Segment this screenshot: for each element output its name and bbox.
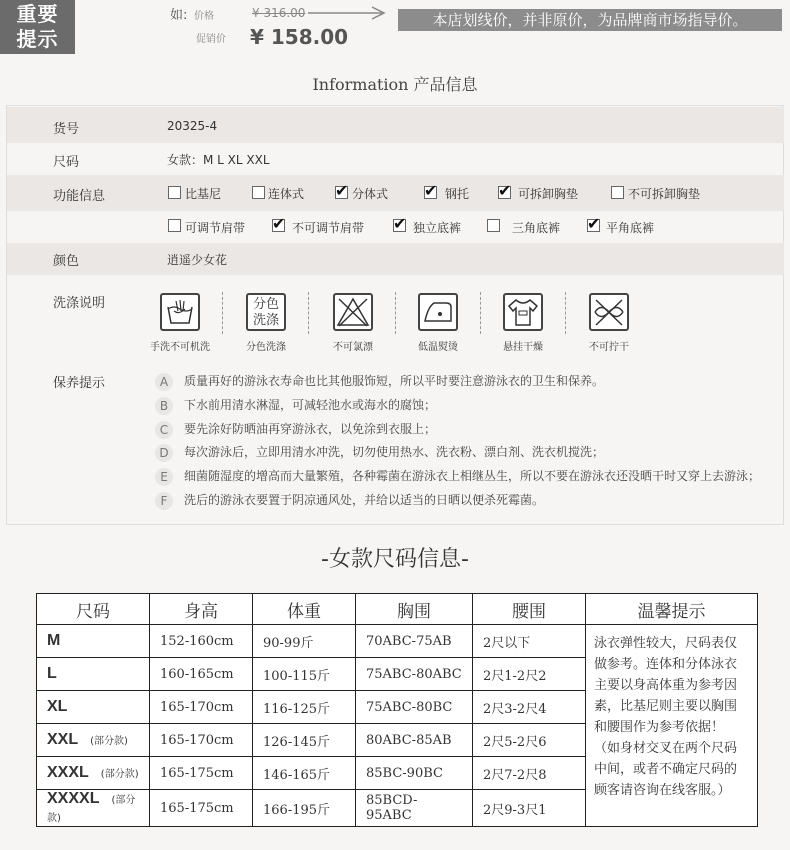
size-note: (部分款): [47, 795, 136, 824]
function-option-label: 独立底裤: [413, 221, 462, 235]
care-tips-label: 保养提示: [53, 376, 106, 391]
function-option-label: 连体式: [268, 187, 305, 201]
function-checkbox[interactable]: [587, 219, 600, 232]
weight-cell: 116-125斤: [253, 691, 356, 724]
bust-cell: 75ABC-80ABC: [356, 658, 473, 691]
sale-price: ¥ 158.00: [250, 25, 349, 49]
size-cell: [37, 757, 150, 790]
size-row: [7, 141, 784, 177]
hang-dry-icon: [503, 293, 543, 331]
care-tip-text: 每次游泳后，立即用清水冲洗，切勿使用热水、洗衣粉、漂白剂、洗衣机搅洗；: [184, 445, 605, 460]
function-checkbox[interactable]: [168, 219, 181, 232]
function-option-label: 平角底裤: [606, 221, 655, 235]
wash-icon-divider: [395, 292, 396, 334]
care-tip-text: 洗后的游泳衣要置于阴凉通风处，并给以适当的日晒以便杀死霉菌。: [184, 493, 545, 507]
important-notice-badge: [0, 0, 75, 54]
function-option-label: 分体式: [352, 187, 389, 201]
weight-cell: 146-165斤: [253, 757, 356, 790]
size-tip-cell: 泳衣弹性较大，尺码表仅做参考。连体和分体泳衣主要以身高体重为参考因素，比基尼则主要以胸围和腰围作为参考依据！（如身材交叉在两个尺码中间，或者不确定尺码的顾客请咨询在线客服。）: [586, 625, 758, 827]
color-row: [7, 243, 784, 275]
low-temp-iron-icon: [418, 293, 458, 331]
size-cell: [37, 724, 150, 757]
size-note: (部分款): [90, 736, 128, 747]
size-chart-table: [36, 593, 758, 827]
function-checkbox[interactable]: [611, 186, 624, 199]
function-checkbox[interactable]: [393, 219, 406, 232]
waist-cell: 2尺3-2尺4: [473, 691, 586, 724]
color-value: 逍遥少女花: [167, 253, 228, 267]
price-notice: 本店划线价，并非原价，为品牌商市场指导价。: [398, 9, 782, 31]
function-option-label: 可拆卸胸垫: [518, 187, 579, 201]
care-tip-letter: D: [155, 444, 173, 462]
function-checkbox[interactable]: [498, 186, 511, 199]
wash-icon-divider: [308, 292, 309, 334]
waist-cell: 2尺5-2尺6: [473, 724, 586, 757]
care-tip-letter: B: [155, 397, 173, 415]
wash-icon-divider: [222, 292, 223, 334]
size-name: L: [47, 665, 57, 682]
size-note: (部分款): [100, 769, 139, 780]
item-number-row: [7, 107, 784, 143]
ru-label: 如:: [170, 8, 188, 23]
height-cell: 160-165cm: [150, 658, 253, 691]
sale-price-label: 促销价: [196, 34, 226, 45]
section-title: Information 产品信息: [312, 75, 478, 94]
function-checkbox[interactable]: [168, 186, 181, 199]
price-label: 价格: [194, 11, 214, 22]
header-tip: 温馨提示: [586, 594, 758, 625]
size-chart-row: [37, 625, 758, 658]
size-name: XXL: [47, 731, 79, 748]
bust-cell: 85BCD-95ABC: [356, 790, 473, 827]
waist-cell: 2尺7-2尺8: [473, 757, 586, 790]
care-tip-text: 要先涂好防晒油再穿游泳衣，以免涂到衣服上；: [184, 421, 437, 436]
function-option-label: 不可调节肩带: [292, 221, 365, 235]
waist-cell: 2尺9-3尺1: [473, 790, 586, 827]
wash-icon-label: 手洗不可机洗: [150, 342, 210, 353]
size-name: XXXL: [47, 764, 89, 781]
size-label: 尺码: [53, 155, 80, 170]
weight-cell: 166-195斤: [253, 790, 356, 827]
badge-line-1: 重要: [16, 2, 59, 26]
function-checkbox[interactable]: [424, 186, 437, 199]
care-tip-text: 细菌随湿度的增高而大量繁殖，各种霉菌在游泳衣上相继丛生，所以不要在游泳衣还没晒干时又穿上去游泳；: [184, 469, 761, 484]
badge-line-2: 提示: [16, 27, 59, 51]
function-option-label: 可调节肩带: [185, 221, 246, 235]
size-name: XL: [47, 698, 68, 715]
function-checkbox[interactable]: [252, 186, 265, 199]
wash-icon-divider: [480, 292, 481, 334]
wash-icon-text: 洗涤: [252, 313, 279, 328]
function-checkbox[interactable]: [487, 219, 500, 232]
function-option-label: 钢托: [445, 187, 470, 201]
no-wring-icon: [589, 293, 629, 331]
size-cell: [37, 691, 150, 724]
wash-instructions-label: 洗涤说明: [53, 296, 106, 311]
wash-icon-label: 分色洗涤: [246, 342, 286, 353]
size-cell: [37, 625, 150, 658]
height-cell: 165-170cm: [150, 724, 253, 757]
header-waist: 腰围: [473, 594, 586, 625]
height-cell: 165-170cm: [150, 691, 253, 724]
function-option-label: 不可拆卸胸垫: [628, 187, 701, 201]
size-value: 女款：M L XL XXL: [167, 153, 270, 167]
waist-cell: 2尺1-2尺2: [473, 658, 586, 691]
size-name: XXXXL: [47, 790, 100, 807]
height-cell: 165-175cm: [150, 757, 253, 790]
bust-cell: 70ABC-75AB: [356, 625, 473, 658]
care-tip-letter: A: [155, 373, 173, 391]
function-label: 功能信息: [53, 189, 106, 204]
height-cell: 165-175cm: [150, 790, 253, 827]
height-cell: 152-160cm: [150, 625, 253, 658]
care-tip-text: 质量再好的游泳衣寿命也比其他服饰短，所以平时要注意游泳衣的卫生和保养。: [184, 374, 605, 388]
wash-icon-text: 分色: [252, 297, 279, 312]
size-cell: [37, 790, 150, 827]
arrow-right-icon: [308, 5, 388, 21]
no-bleach-icon: [333, 293, 373, 331]
care-tip-letter: F: [155, 492, 173, 510]
hand-wash-icon: [160, 293, 200, 331]
wash-icon-label: 悬挂干燥: [503, 342, 543, 353]
wash-icon-divider: [565, 292, 566, 334]
size-name: M: [47, 632, 61, 649]
wash-icon-label: 不可氯漂: [333, 342, 373, 353]
color-label: 颜色: [53, 254, 80, 269]
header-height: 身高: [150, 594, 253, 625]
weight-cell: 100-115斤: [253, 658, 356, 691]
item-number-label: 货号: [53, 122, 80, 137]
care-tip-text: 下水前用清水淋湿，可减轻池水或海水的腐蚀；: [184, 397, 437, 412]
size-chart-title: -女款尺码信息-: [321, 547, 469, 572]
size-chart-header-row: [37, 594, 758, 625]
care-tip-letter: E: [155, 468, 173, 486]
care-tip-letter: C: [155, 421, 173, 439]
wash-icon-label: 不可拧干: [589, 342, 629, 353]
function-checkbox[interactable]: [272, 219, 285, 232]
bust-cell: 85BC-90BC: [356, 757, 473, 790]
size-cell: [37, 658, 150, 691]
header-size: 尺码: [37, 594, 150, 625]
function-option-label: 比基尼: [185, 187, 222, 201]
weight-cell: 126-145斤: [253, 724, 356, 757]
wash-icon-label: 低温熨烫: [418, 342, 458, 353]
bust-cell: 75ABC-80BC: [356, 691, 473, 724]
waist-cell: 2尺以下: [473, 625, 586, 658]
bust-cell: 80ABC-85AB: [356, 724, 473, 757]
function-checkbox[interactable]: [335, 186, 348, 199]
weight-cell: 90-99斤: [253, 625, 356, 658]
item-number-value: 20325-4: [167, 119, 218, 133]
original-price: ¥ 316.00: [252, 6, 306, 20]
function-option-label: 三角底裤: [512, 221, 561, 235]
header-weight: 体重: [253, 594, 356, 625]
header-bust: 胸围: [356, 594, 473, 625]
separate-wash-icon: [246, 293, 286, 331]
